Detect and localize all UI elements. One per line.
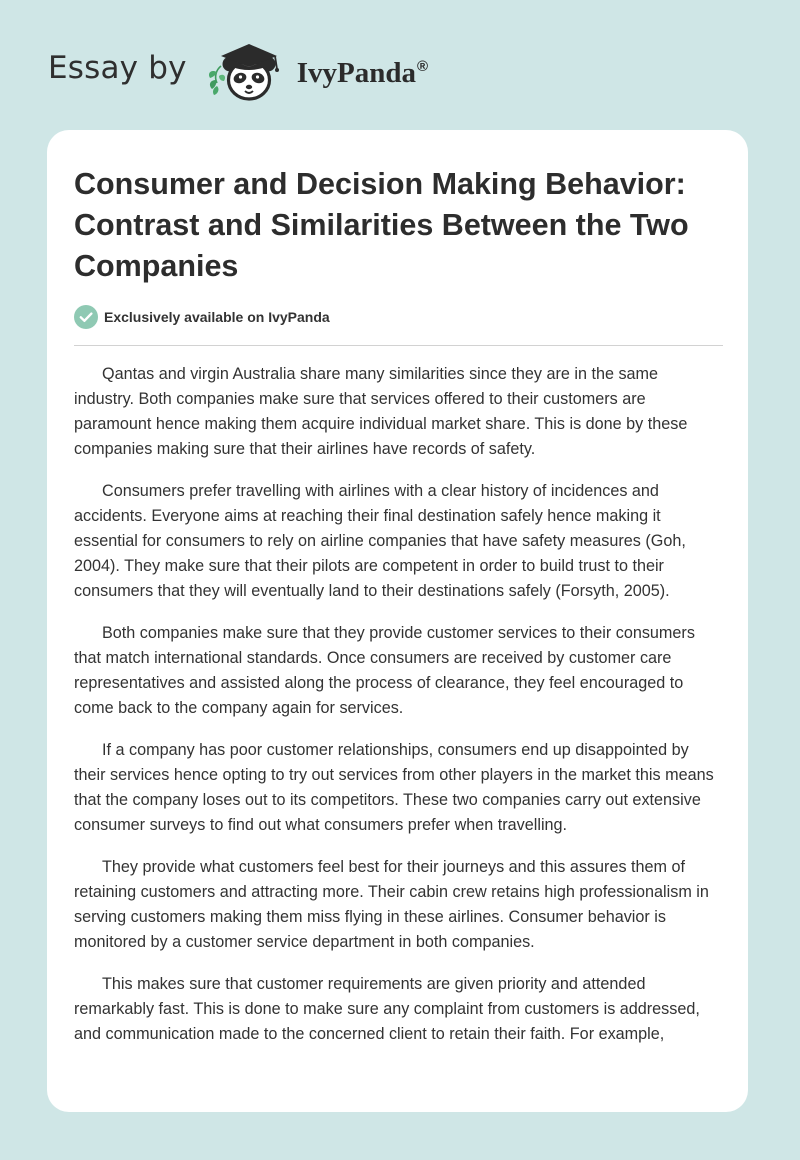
exclusive-label: Exclusively available on IvyPanda (104, 309, 330, 325)
essay-body (74, 362, 722, 1064)
paragraph: They provide what customers feel best for their journeys and this assures them of retaining customers and attracting more. Their cabin crew retains high professionalism in serving customers making them miss flying in these airlines. Consumer behavior is monitored by a customer service department in both companies. (74, 858, 709, 951)
brand-name[interactable]: IvyPanda® (296, 56, 429, 89)
divider (74, 345, 723, 346)
page-title: Consumer and Decision Making Behavior: Contrast and Similarities Between the Two Companies (74, 167, 689, 283)
paragraph: Consumers prefer travelling with airlines with a clear history of incidences and accidents. Everyone aims at reaching their final destination safely hence making it essential for consumers to rely on airline companies that have safety measures (Goh, 2004). They make sure that their pilots are competent in order to build trust to their consumers that they will eventually land to their destinations safely (Forsyth, 2005). (74, 482, 686, 600)
paragraph: This makes sure that customer requirements are given priority and attended remarkably fast. This is done to make sure any complaint from customers is addressed, and communication made to the concerned client to retain their faith. For example, (74, 975, 700, 1043)
site-header (48, 36, 428, 106)
panda-logo-icon[interactable] (199, 36, 291, 106)
ivy-leaf-icon (209, 66, 225, 95)
brand-prefix: Essay by (48, 50, 187, 86)
paragraph: Qantas and virgin Australia share many similarities since they are in the same industry. Both companies make sure that services offered to their customers are paramount hence making them acquire individual market share. This is done by these companies making sure that their airlines have records of safety. (74, 365, 688, 458)
check-circle-icon (74, 305, 98, 329)
registered-mark: ® (416, 57, 429, 75)
paragraph: If a company has poor customer relationships, consumers end up disappointed by their services hence opting to try out services from other players in the market this means that the company loses out to its competitors. These two companies carry out extensive consumer surveys to find out what consumers prefer when travelling. (74, 741, 714, 834)
essay-card (47, 130, 748, 1112)
paragraph: Both companies make sure that they provide customer services to their consumers that match international standards. Once consumers are received by customer care representatives and assisted along the process of clearance, they feel encouraged to come back to the company again for services. (74, 624, 695, 717)
exclusive-badge (74, 305, 330, 329)
